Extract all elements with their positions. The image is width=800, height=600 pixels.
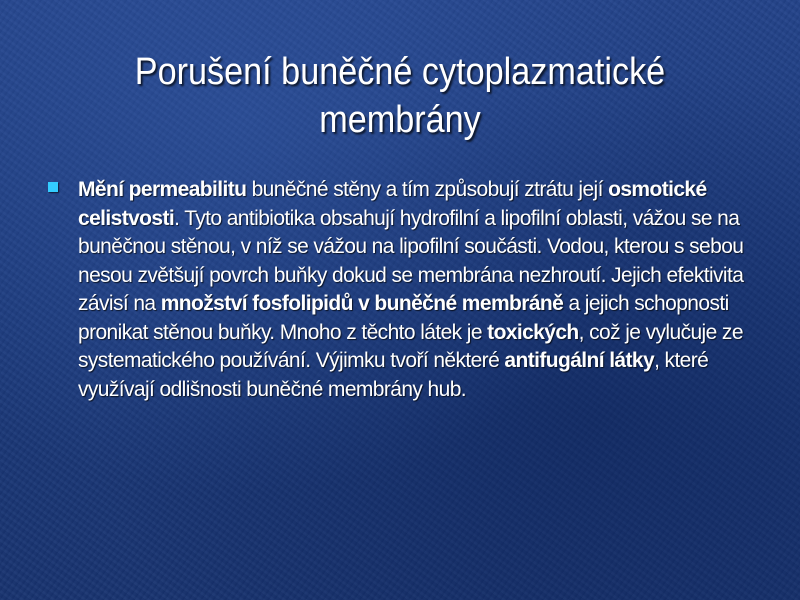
bullet-text-segment: buněčné stěny a tím způsobují ztrátu její	[246, 178, 609, 201]
square-bullet-icon	[48, 182, 58, 192]
bullet-text-emphasis: množství fosfolipidů v buněčné membráně	[160, 292, 564, 315]
bullet-text-emphasis: toxických	[487, 320, 579, 344]
bullet-text-segment: . Tyto antibiotika obsahují hydrofilní a lipofilní oblasti, vážou se na buněčnou stěnou, v níž se vážou na lipofilní součásti. Vodou, kterou s sebou nesou zvětšují povrch buňky dokud se membrána nezhroutí. Jejich efektivita závisí na	[78, 206, 744, 315]
slide-title	[94, 48, 706, 144]
slide-title-line-2: membrány	[319, 99, 481, 141]
bullet-text-segment: a jejich schopnosti pronikat stěnou buňky. Mnoho z těchto látek je	[78, 292, 729, 344]
bullet-text-emphasis: osmotické celistvosti	[78, 178, 707, 230]
bullet-text	[78, 176, 748, 404]
bullet-text-segment: , což je vylučuje ze systematického používání. Výjimku tvoří některé	[78, 320, 743, 372]
bullet-item	[48, 176, 748, 404]
slide-title-line-1: Porušení buněčné cytoplazmatické	[134, 51, 666, 93]
bullet-text-segment: , které využívají odlišnosti buněčné membrány hub.	[78, 349, 709, 401]
bullet-text-emphasis: Mění permeabilitu	[78, 178, 247, 201]
bullet-text-emphasis: antifugální látky	[504, 349, 655, 372]
